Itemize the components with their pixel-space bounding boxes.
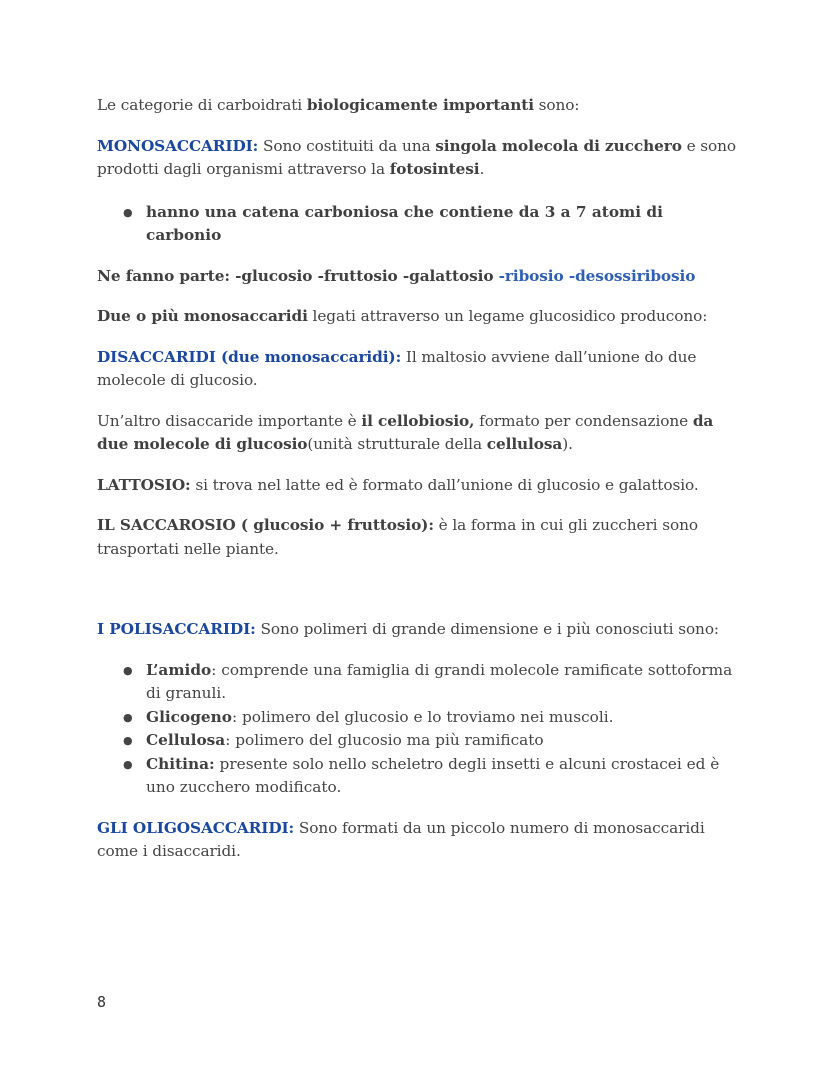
- polisaccaridi-list: [97, 659, 737, 800]
- disaccaridi-paragraph: DISACCARIDI (due monosaccaridi): Il maltosio avviene dall’unione do due molecole di glucosio.: [97, 347, 697, 389]
- ne-fanno-parte-paragraph: Ne fanno parte: -glucosio -fruttosio -galattosio -ribosio -desossiribosio: [97, 266, 696, 285]
- oligosaccaridi-paragraph: GLI OLIGOSACCARIDI: Sono formati da un piccolo numero di monosaccaridi come i disaccaridi.: [97, 818, 705, 860]
- lattosio-paragraph: LATTOSIO: si trova nel latte ed è formato dall’unione di glucosio e galattosio.: [97, 475, 699, 494]
- list-item: ● L’amido: comprende una famiglia di grandi molecole ramificate sottoforma di granuli.: [123, 660, 733, 702]
- document-body: [97, 94, 737, 864]
- due-o-piu-paragraph: Due o più monosaccaridi legati attraverso un legame glucosidico producono:: [97, 307, 708, 325]
- bullet-icon: ●: [123, 757, 133, 771]
- saccarosio-paragraph: IL SACCAROSIO ( glucosio + fruttosio): è la forma in cui gli zuccheri sono trasportati nelle piante.: [97, 516, 698, 558]
- bullet-icon: ●: [123, 710, 133, 724]
- bullet-icon: ●: [123, 663, 133, 677]
- bullet-icon: ●: [123, 205, 133, 219]
- intro-paragraph: Le categorie di carboidrati biologicamente importanti sono:: [97, 96, 580, 114]
- bullet-icon: ●: [123, 734, 133, 747]
- cellobiosio-paragraph: Un’altro disaccaride importante è il cellobiosio, formato per condensazione da due molecole di glucosio(unità strutturale della cellulosa).: [97, 411, 714, 453]
- list-item: ● Chitina: presente solo nello scheletro degli insetti e alcuni crostacei ed è uno zucchero modificato.: [123, 754, 720, 796]
- polisaccaridi-heading: I POLISACCARIDI:: [97, 620, 256, 638]
- list-item: ● Glicogeno: polimero del glucosio e lo troviamo nei muscoli.: [97, 706, 737, 730]
- monosaccaridi-paragraph: MONOSACCARIDI: Sono costituiti da una singola molecola di zucchero e sono prodotti dagli organismi attraverso la fotosintesi.: [97, 136, 737, 178]
- monosaccaridi-heading: MONOSACCARIDI:: [97, 136, 259, 155]
- oligosaccaridi-heading: GLI OLIGOSACCARIDI:: [97, 818, 295, 837]
- list-item: ● hanno una catena carboniosa che contiene da 3 a 7 atomi di carbonio: [123, 202, 663, 244]
- list-item: ● Cellulosa: polimero del glucosio ma più ramificato: [97, 729, 737, 753]
- disaccaridi-heading: DISACCARIDI (due monosaccaridi):: [97, 347, 402, 366]
- polisaccaridi-paragraph: I POLISACCARIDI: Sono polimeri di grande dimensione e i più conosciuti sono:: [97, 620, 719, 638]
- page-number: 8: [97, 993, 107, 1011]
- monosaccaridi-bullet-list: [97, 201, 737, 248]
